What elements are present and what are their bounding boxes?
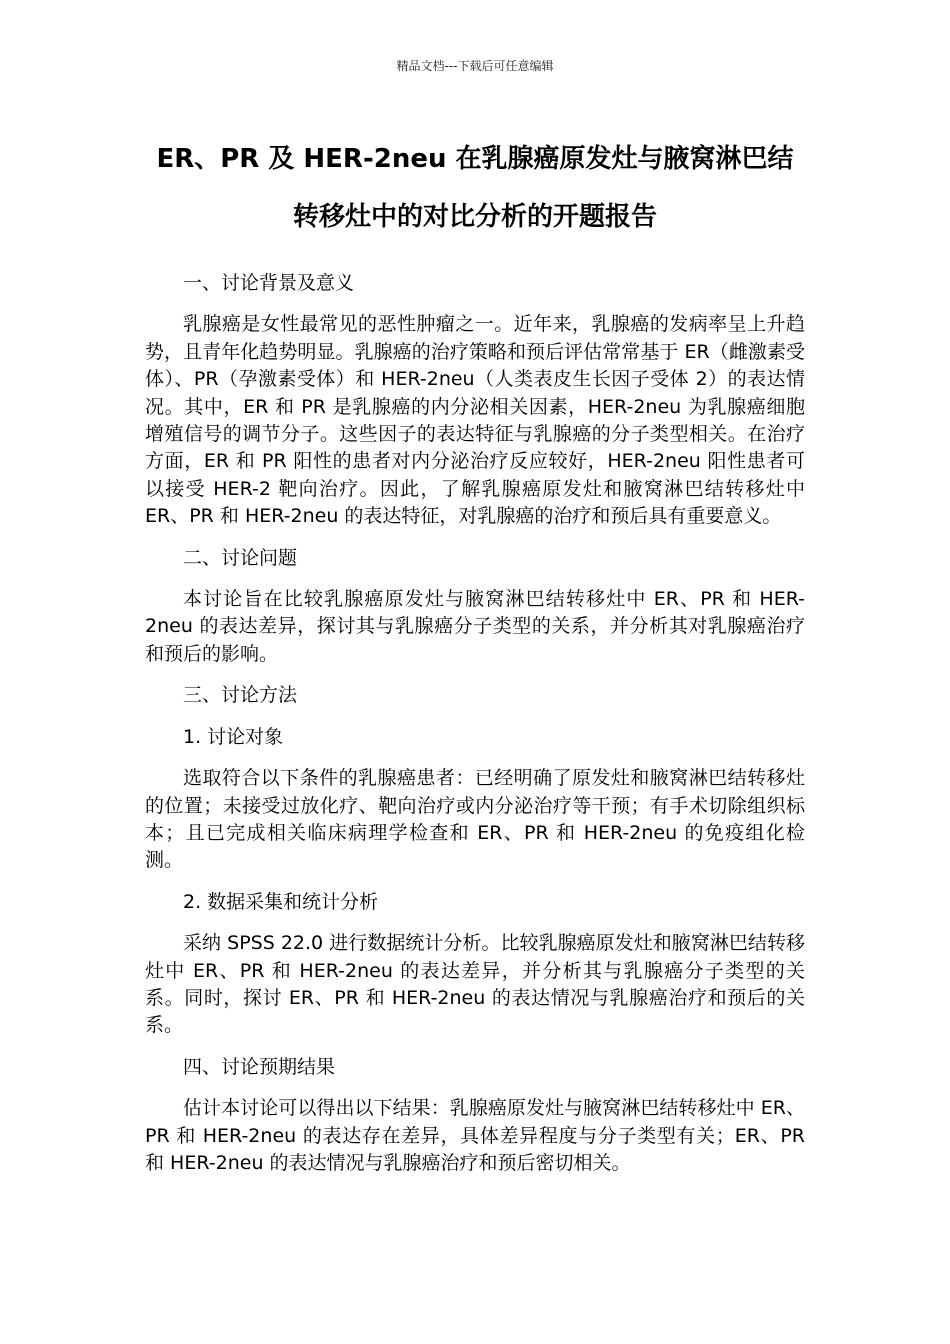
section-heading-questions: 二、讨论问题: [183, 546, 298, 569]
subheading-data-analysis: 2. 数据采集和统计分析: [183, 890, 379, 913]
document-body: [145, 270, 805, 1191]
subheading-subjects: 1. 讨论对象: [183, 725, 284, 748]
paragraph-questions: 本讨论旨在比较乳腺癌原发灶与腋窝淋巴结转移灶中 ER、PR 和 HER-2neu 的表达差异，探讨其与乳腺癌分子类型的关系，并分析其对乳腺癌治疗和预后的影响。: [145, 588, 805, 665]
document-title-line-2: 转移灶中的对比分析的开题报告: [292, 202, 657, 232]
paragraph-subjects: 选取符合以下条件的乳腺癌患者：已经明确了原发灶和腋窝淋巴结转移灶的位置；未接受过放化疗、靶向治疗或内分泌治疗等干预；有手术切除组织标本；且已完成相关临床病理学检查和 ER、PR 和 HER-2neu 的免疫组化检测。: [145, 767, 805, 872]
section-heading-expected-results: 四、讨论预期结果: [183, 1055, 336, 1078]
paragraph-expected-results: 估计本讨论可以得出以下结果：乳腺癌原发灶与腋窝淋巴结转移灶中 ER、PR 和 HER-2neu 的表达存在差异，具体差异程度与分子类型有关；ER、PR 和 HER-2neu 的表达情况与乳腺癌治疗和预后密切相关。: [145, 1097, 805, 1174]
paragraph-background: 乳腺癌是女性最常见的恶性肿瘤之一。近年来，乳腺癌的发病率呈上升趋势，且青年化趋势明显。乳腺癌的治疗策略和预后评估常常基于 ER（雌激素受体）、PR（孕激素受体）和 HER-2neu（人类表皮生长因子受体 2）的表达情况。其中，ER 和 PR 是乳腺癌的内分泌相关因素，HER-2neu 为乳腺癌细胞增殖信号的调节分子。这些因子的表达特征与乳腺癌的分子类型相关。在治疗方面，ER 和 PR 阳性的患者对内分泌治疗反应较好，HER-2neu 阳性患者可以接受 HER-2 靶向治疗。因此，了解乳腺癌原发灶和腋窝淋巴结转移灶中 ER、PR 和 HER-2neu 的表达特征，对乳腺癌的治疗和预后具有重要意义。: [145, 313, 805, 528]
section-heading-background: 一、讨论背景及意义: [183, 272, 355, 294]
document-title-line-1: ER、PR 及 HER-2neu 在乳腺癌原发灶与腋窝淋巴结: [156, 144, 794, 174]
page-header: 精品文档---下载后可任意编辑: [396, 59, 554, 73]
paragraph-data-analysis: 采纳 SPSS 22.0 进行数据统计分析。比较乳腺癌原发灶和腋窝淋巴结转移灶中 ER、PR 和 HER-2neu 的表达差异，并分析其与乳腺癌分子类型的关系。同时，探讨 ER、PR 和 HER-2neu 的表达情况与乳腺癌治疗和预后的关系。: [145, 932, 805, 1037]
section-heading-methods: 三、讨论方法: [183, 684, 298, 707]
